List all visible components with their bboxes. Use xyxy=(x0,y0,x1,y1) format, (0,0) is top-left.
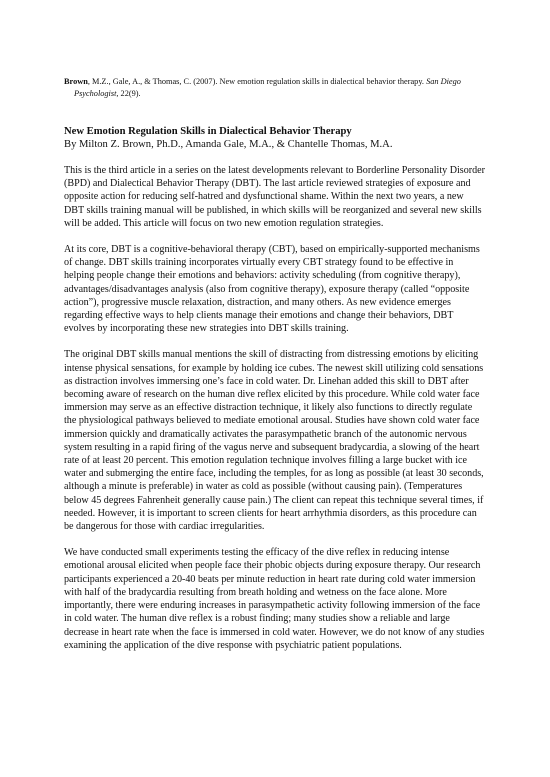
citation-journal: San Diego Psychologist xyxy=(74,77,461,98)
citation-authors: Brown xyxy=(64,77,88,86)
paragraph-experiments: We have conducted small experiments testing the efficacy of the dive reflex in reducing intense emotional arousal elicited when people face their phobic objects during exposure therapy. Our research participants experienced a 20-40 beats per minute reduction in heart rate during cold water immersion with half of the bradycardia resulting from breath holding and wetness on the face alone. More importantly, there were enduring increases in parasympathetic activity following immersion of the face in cold water. The human dive reflex is a robust finding; many studies show a reliable and large decrease in heart rate when the face is immersed in cold water. However, we do not know of any studies examining the application of the dive response with psychiatric patient populations. xyxy=(64,547,485,651)
paragraph-intro: This is the third article in a series on the latest developments relevant to Borderline Personality Disorder (BPD) and Dialectical Behavior Therapy (DBT). The last article reviewed strategies of exposure and opposite action for reducing self-hatred and dysfunctional shame. Within the next two years, a new DBT skills training manual will be published, in which skills will be reorganized and several new skills will be added. This article will focus on two new emotion regulation strategies. xyxy=(64,165,486,229)
article-byline: By Milton Z. Brown, Ph.D., Amanda Gale, M.A., & Chantelle Thomas, M.A. xyxy=(64,139,393,150)
article-header xyxy=(64,125,486,151)
citation-details: , M.Z., Gale, A., & Thomas, C. (2007). New emotion regulation skills in dialectical behavior therapy. xyxy=(87,77,427,86)
citation-volume: , 22(9). xyxy=(116,88,141,98)
article-body xyxy=(64,164,486,652)
paragraph-dive-reflex: The original DBT skills manual mentions the skill of distracting from distressing emotions by eliciting intense physical sensations, for example by holding ice cubes. The newest skill utilizing cold sensations as distraction involves immersing one’s face in cold water. Dr. Linehan added this skill to DBT after becoming aware of research on the human dive reflex elicited by this procedure. While cold water face immersion may serve as an effective distraction technique, it likely also functions to directly regulate the physiological pathways believed to mediate emotional arousal. Studies have shown cold water face immersion quickly and dramatically activates the parasympathetic branch of the autonomic nervous system resulting in a rapid firing of the vagus nerve and subsequent bradycardia, a slowing of the heart rate of at least 20 percent. This emotion regulation technique involves filling a large bucket with ice water and submerging the entire face, including the temples, for as long as possible (at least 30 seconds, although a minute is preferable) in water as cold as possible (without causing pain). (Temperatures below 45 degrees Fahrenheit generally cause pain.) The client can repeat this technique several times, if needed. However, it is important to screen clients for heart arrhythmia disorders, as this procedure can be dangerous for those with cardiac irregularities. xyxy=(64,349,484,533)
citation xyxy=(64,76,486,99)
article-title: New Emotion Regulation Skills in Dialectical Behavior Therapy xyxy=(64,126,352,137)
paragraph-core: At its core, DBT is a cognitive-behavioral therapy (CBT), based on empirically-supported mechanisms of change. DBT skills training incorporates virtually every CBT strategy found to be effective in helping people change their emotions and behaviors: activity scheduling (from cognitive therapy), advantages/disadvantages analysis (also from cognitive therapy), exposure therapy (called “opposite action”), progressive muscle relaxation, distraction, and many others. As new evidence emerges regarding effective ways to help clients manage their emotions and change their behaviors, DBT evolves by incorporating these new strategies into DBT skills training. xyxy=(64,244,480,335)
